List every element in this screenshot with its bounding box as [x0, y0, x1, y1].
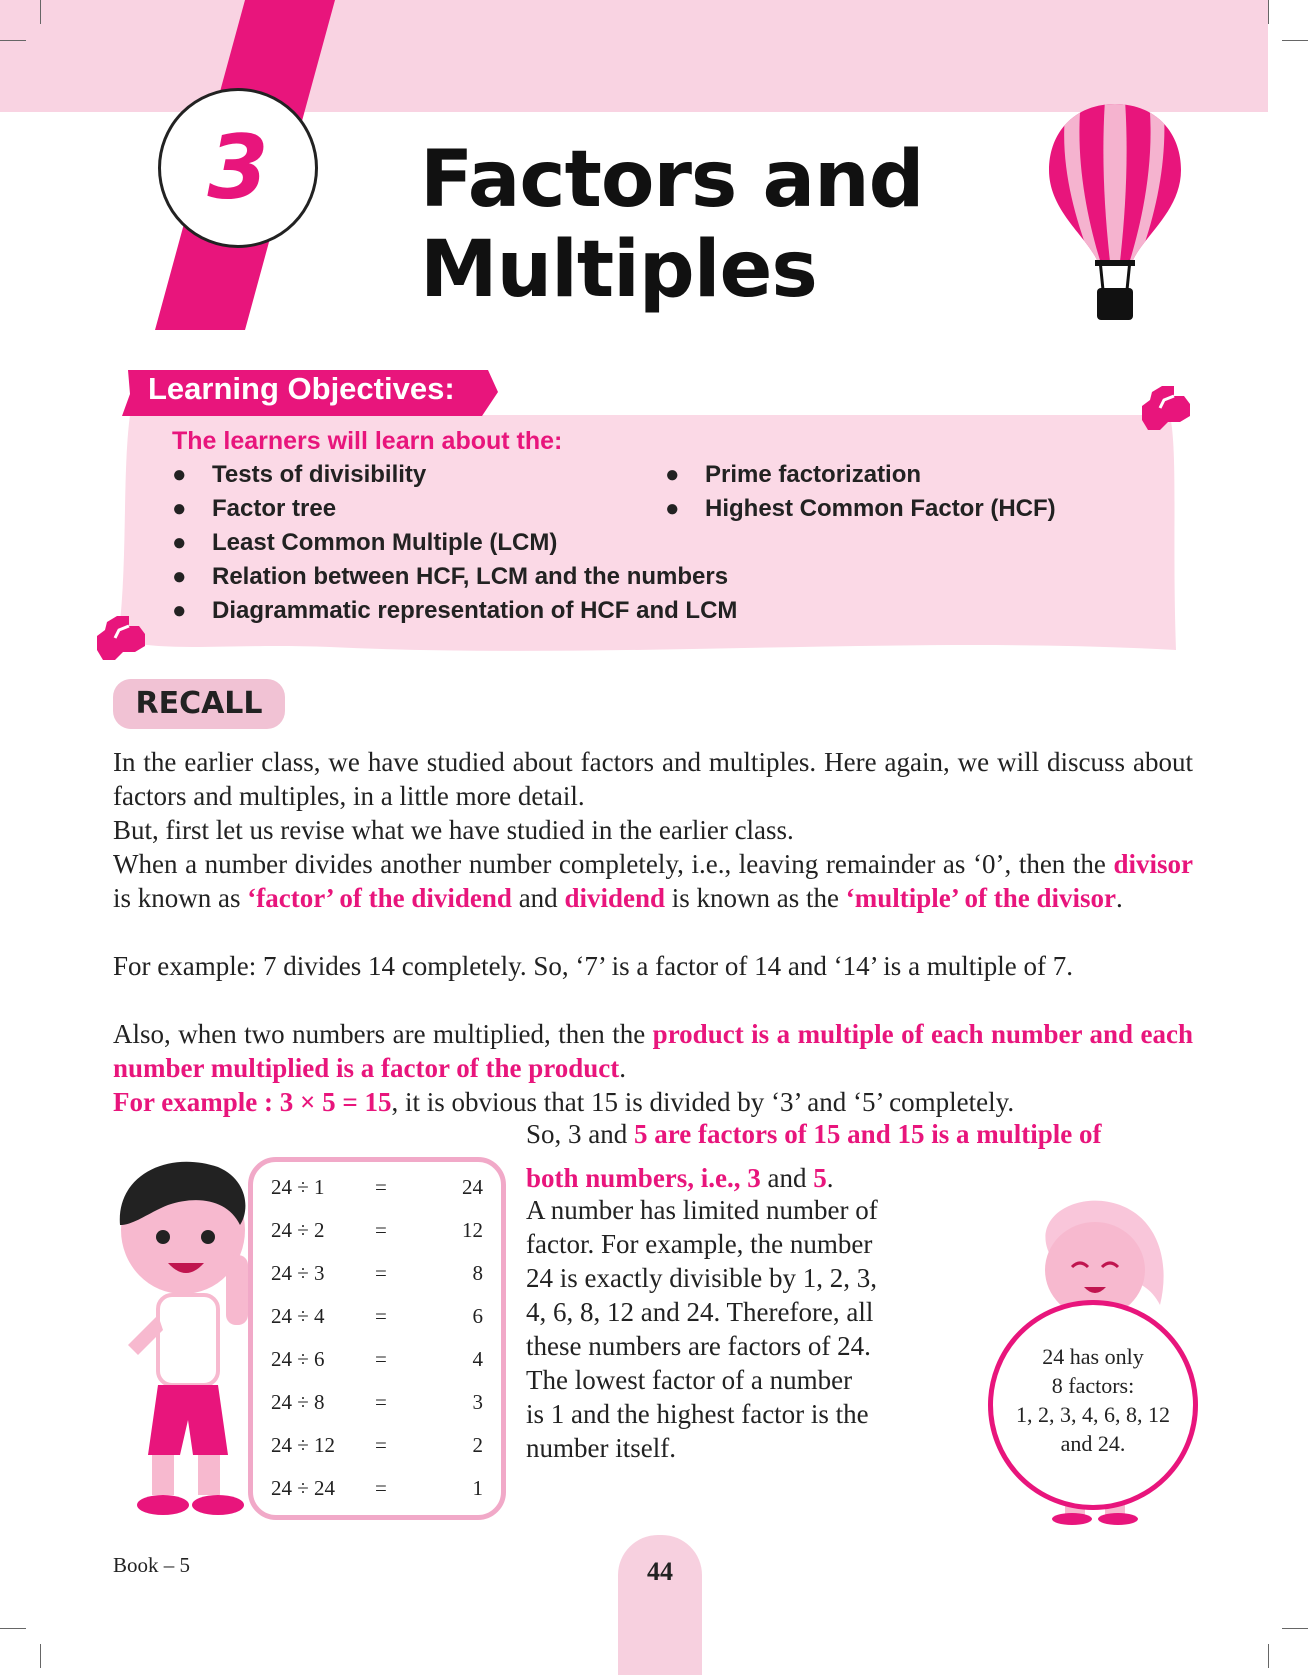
- factor-text-line: number itself.: [526, 1433, 676, 1463]
- factor-term: ‘factor’ of the dividend: [247, 883, 512, 913]
- table-row: 24 ÷ 1 = 24: [271, 1175, 483, 1199]
- hot-air-balloon-icon: [1045, 100, 1185, 325]
- page-tab: [618, 1535, 702, 1675]
- divisor-term: divisor: [1113, 849, 1193, 879]
- table-row: 24 ÷ 12 = 2: [271, 1433, 483, 1457]
- recall-paragraph-5: Also, when two numbers are multiplied, then the product is a multiple of each number and each number multiplied is a factor of the product.: [113, 1019, 1193, 1083]
- objectives-heading: Learning Objectives:: [148, 371, 455, 406]
- chapter-title: [420, 135, 980, 315]
- table-row: 24 ÷ 4 = 6: [271, 1304, 483, 1328]
- dividend-term: dividend: [564, 883, 665, 913]
- chapter-title-line2: Multiples: [420, 225, 817, 315]
- table-row: 24 ÷ 3 = 8: [271, 1261, 483, 1285]
- factor-text-line: is 1 and the highest factor is the: [526, 1399, 869, 1429]
- table-row: 24 ÷ 8 = 3: [271, 1390, 483, 1414]
- factor-text-line: 4, 6, 8, 12 and 24. Therefore, all: [526, 1297, 874, 1327]
- recall-paragraph-3: When a number divides another number completely, i.e., leaving remainder as ‘0’, then the divisor is known as ‘factor’ of the dividend and dividend is known as the ‘multiple’ of the divisor.: [113, 849, 1193, 913]
- factor-text-line: these numbers are factors of 24.: [526, 1331, 871, 1361]
- recall-paragraph-1: In the earlier class, we have studied about factors and multiples. Here again, we will discuss about factors and multiples, in a little more detail.: [113, 747, 1193, 811]
- table-row: 24 ÷ 2 = 12: [271, 1218, 483, 1242]
- book-label: Book – 5: [113, 1553, 191, 1577]
- chapter-title-line1: Factors and: [420, 135, 924, 225]
- recall-paragraph-6: For example : 3 × 5 = 15, it is obvious that 15 is divided by ‘3’ and ‘5’ completely.: [113, 1087, 1015, 1117]
- factor-text-line: The lowest factor of a number: [526, 1365, 853, 1395]
- division-table: [248, 1157, 506, 1520]
- recall-paragraph-2: But, first let us revise what we have studied in the earlier class.: [113, 815, 794, 845]
- octagon-decoration-icon: [1140, 382, 1194, 434]
- table-row: 24 ÷ 24 = 1: [271, 1476, 483, 1500]
- recall-paragraph-4: For example: 7 divides 14 completely. So, ‘7’ is a factor of 14 and ‘14’ is a multiple of 7.: [113, 951, 1074, 981]
- table-row: 24 ÷ 6 = 4: [271, 1347, 483, 1371]
- factor-text-line: A number has limited number of: [526, 1195, 878, 1225]
- factor-text-line: 24 is exactly divisible by 1, 2, 3,: [526, 1263, 877, 1293]
- multiple-term: ‘multiple’ of the divisor: [845, 883, 1116, 913]
- chapter-number: 3: [207, 116, 269, 219]
- product-statement: product is a multiple of each number and each number multiplied is a factor of the product: [113, 1019, 1193, 1083]
- page-number: 44: [647, 1557, 673, 1586]
- factor-text-line: factor. For example, the number: [526, 1229, 873, 1259]
- factors-sign-text: 24 has only 8 factors: 1, 2, 3, 4, 6, 8, 12 and 24.: [1016, 1344, 1170, 1456]
- octagon-decoration-icon: [95, 612, 149, 664]
- recall-line-8: both numbers, i.e., 3 and 5.: [526, 1163, 834, 1193]
- objectives-intro: The learners will learn about the:: [172, 427, 563, 455]
- recall-label: RECALL: [135, 686, 263, 721]
- recall-line-7: So, 3 and 5 are factors of 15 and 15 is a multiple of: [526, 1119, 1102, 1149]
- example-equation: For example : 3 × 5 = 15: [113, 1087, 392, 1117]
